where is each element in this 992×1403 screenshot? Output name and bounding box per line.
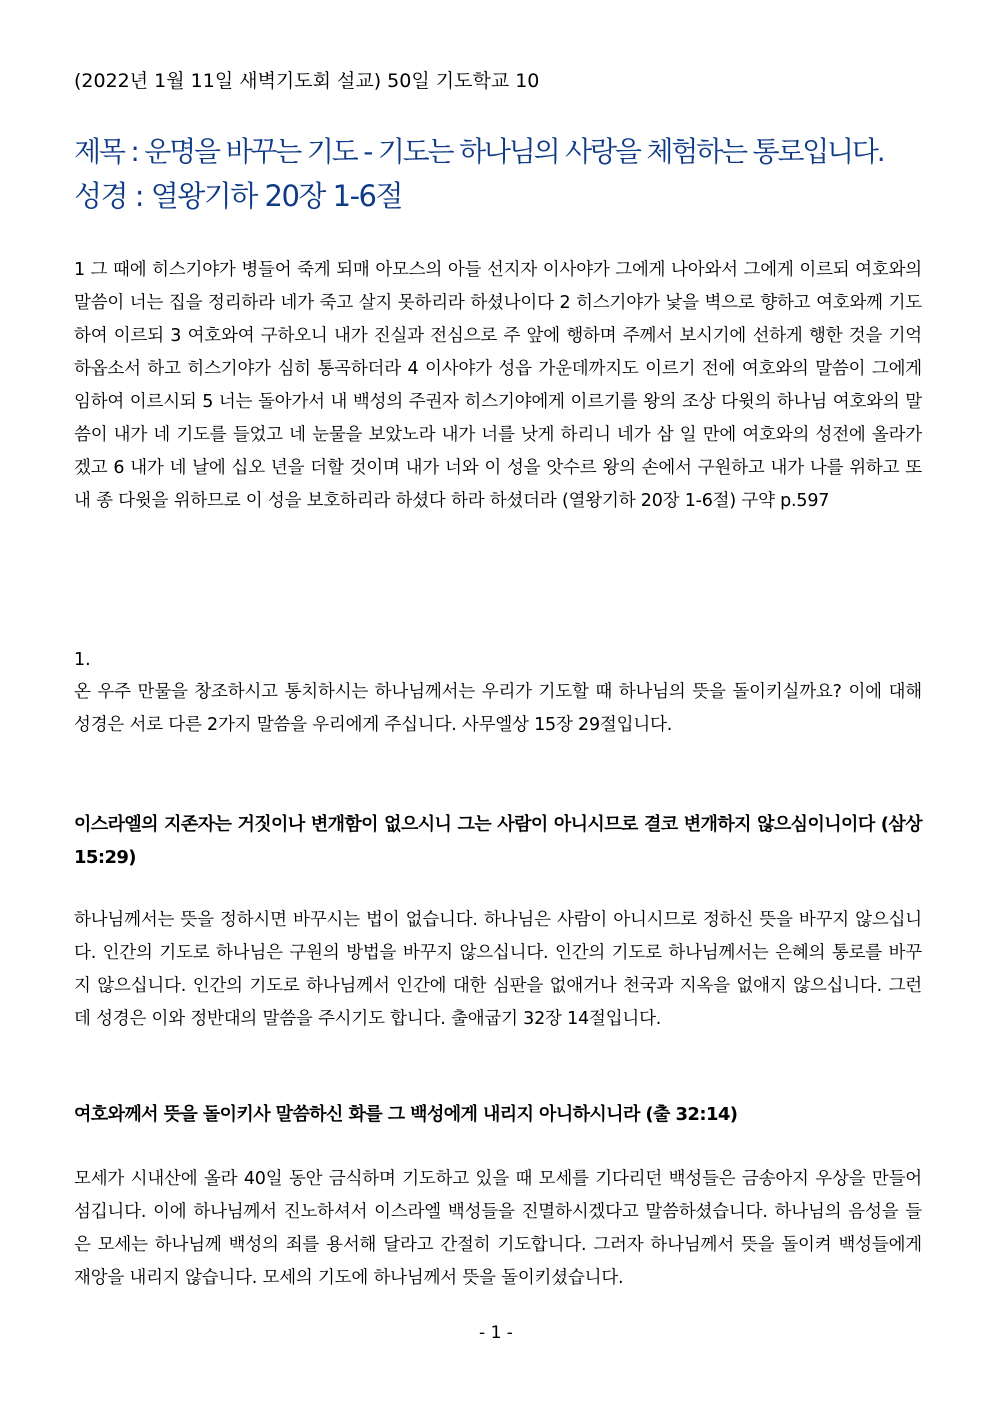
scripture-text: 1 그 때에 히스기야가 병들어 죽게 되매 아모스의 아들 선지자 이사야가 그에게 나아와서 그에게 이르되 여호와의 말씀이 너는 집을 정리하라 네가 죽고 살지 못하리라 하셨나이다 2 히스기야가 낯을 벽으로 향하고 여호와께 기도하여 이르되 3 여호와여 구하오니 내가 진실과 전심으로 주 앞에 행하며 주께서 보시기에 선하게 행한 것을 기억하옵소서 하고 히스기야가 심히 통곡하더라 4 이사야가 성읍 가운데까지도 이르기 전에 여호와의 말씀이 그에게 임하여 이르시되 5 너는 돌아가서 내 백성의 주권자 히스기야에게 이르기를 왕의 조상 다윗의 하나님 여호와의 말씀이 내가 네 기도를 들었고 네 눈물을 보았노라 내가 너를 낫게 하리니 네가 삼 일 만에 여호와의 성전에 올라가겠고 6 내가 네 날에 십오 년을 더할 것이며 내가 너와 이 성을 앗수르 왕의 손에서 구원하고 내가 나를 위하고 또 내 종 다윗을 위하므로 이 성을 보호하리라 하셨다 하라 하셨더라 (열왕기하 20장 1-6절) 구약 p.597 xyxy=(74,260,922,511)
quote-2: 여호와께서 뜻을 돌이키사 말씀하신 화를 그 백성에게 내리지 아니하시니라 (출 32:14) xyxy=(74,1104,738,1125)
scripture-reference: 성경 : 열왕기하 20장 1-6절 xyxy=(74,179,403,213)
paragraph-1: 온 우주 만물을 창조하시고 통치하시는 하나님께서는 우리가 기도할 때 하나님의 뜻을 돌이키실까요? 이에 대해 성경은 서로 다른 2가지 말씀을 우리에게 주십니다. 사무엘상 15장 29절입니다. xyxy=(74,682,922,735)
section-number: 1. xyxy=(74,650,91,670)
page-number: - 1 - xyxy=(479,1323,513,1343)
paragraph-3: 모세가 시내산에 올라 40일 동안 금식하며 기도하고 있을 때 모세를 기다리던 백성들은 금송아지 우상을 만들어 섬깁니다. 이에 하나님께서 진노하셔서 이스라엘 백성들을 진멸하시겠다고 말씀하셨습니다. 하나님의 음성을 들은 모세는 하나님께 백성의 죄를 용서해 달라고 간절히 기도합니다. 그러자 하나님께서 뜻을 돌이켜 백성들에게 재앙을 내리지 않습니다. 모세의 기도에 하나님께서 뜻을 돌이키셨습니다. xyxy=(74,1169,922,1288)
paragraph-2: 하나님께서는 뜻을 정하시면 바꾸시는 법이 없습니다. 하나님은 사람이 아니시므로 정하신 뜻을 바꾸지 않으십니다. 인간의 기도로 하나님은 구원의 방법을 바꾸지 않으십니다. 인간의 기도로 하나님께서는 은혜의 통로를 바꾸지 않으십니다. 인간의 기도로 하나님께서 인간에 대한 심판을 없애거나 천국과 지옥을 없애지 않으십니다. 그런데 성경은 이와 정반대의 말씀을 주시기도 합니다. 출애굽기 32장 14절입니다. xyxy=(74,910,922,1029)
sermon-title: 제목 : 운명을 바꾸는 기도 - 기도는 하나님의 사랑을 체험하는 통로입니다. xyxy=(74,135,884,168)
quote-1: 이스라엘의 지존자는 거짓이나 변개함이 없으시니 그는 사람이 아니시므로 결코 변개하지 않으심이니이다 (삼상 15:29) xyxy=(74,814,922,868)
sermon-header: (2022년 1월 11일 새벽기도회 설교) 50일 기도학교 10 xyxy=(74,70,540,92)
